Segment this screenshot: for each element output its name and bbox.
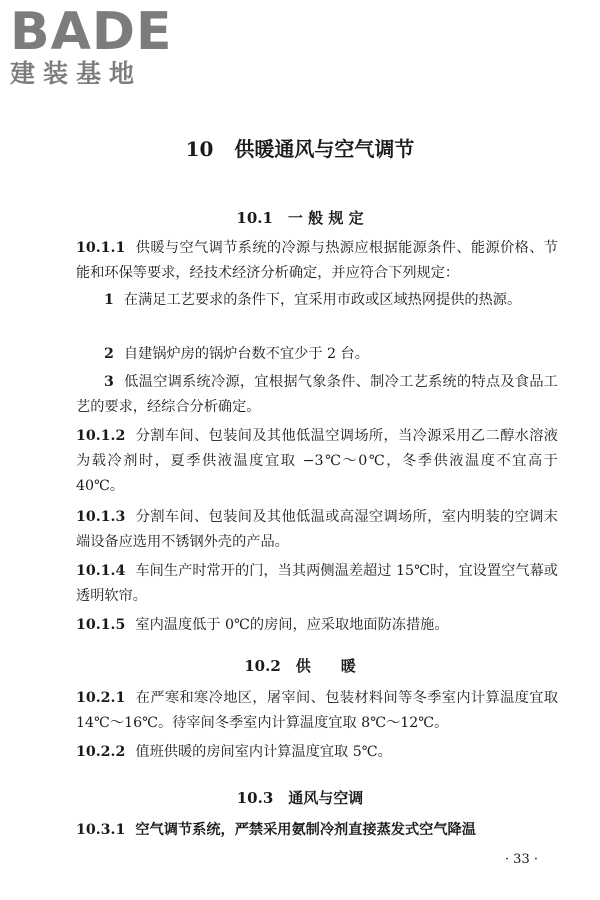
clause-text: 在严寒和寒冷地区，屠宰间、包装材料间等冬季室内计算温度宜取 14℃～16℃。待宰间冬季室内计算温度宜取 8℃～12℃。 [76,690,558,731]
item-number: 2 [104,346,114,362]
clause-text: 室内温度低于 0℃的房间，应采取地面防冻措施。 [135,617,449,633]
clause-text: 车间生产时常开的门，当其两侧温差超过 15℃时，宜设置空气幕或透明软帘。 [76,563,558,604]
clause-number: 10.1.1 [76,240,126,256]
clause-number: 10.1.4 [76,563,126,579]
clause-number: 10.1.3 [76,509,126,525]
clause-number: 10.1.2 [76,428,126,444]
clause-number: 10.1.5 [76,617,126,633]
clause-10-1-4 [76,559,558,609]
logo-subtitle: 建装基地 [10,59,143,88]
clause-number: 10.2.1 [76,690,126,706]
chapter-number: 10 [185,137,214,161]
item-text: 在满足工艺要求的条件下，宜采用市政或区域热网提供的热源。 [123,292,522,308]
clause-text: 值班供暖的房间室内计算温度宜取 5℃。 [135,744,392,760]
clause-number: 10.2.2 [76,744,126,760]
chapter-heading: 供暖通风与空气调节 [234,137,415,161]
page-number: · 33 · [504,852,538,867]
item-3 [76,370,558,420]
bade-logo [10,4,173,88]
item-number: 3 [104,374,114,390]
clause-10-3-1 [76,818,558,843]
clause-number: 10.3.1 [76,822,126,838]
clause-text: 分割车间、包装间及其他低温空调场所，当冷源采用乙二醇水溶液为载冷剂时，夏季供液温度宜取 −3℃～0℃，冬季供液温度不宜高于 40℃。 [76,428,558,494]
item-number: 1 [104,292,114,308]
section-title-10-3: 10.3 通风与空调 [236,789,364,807]
clause-10-1-3 [76,505,558,555]
clause-text: 空气调节系统，严禁采用氨制冷剂直接蒸发式空气降温 [135,822,476,838]
item-text: 自建锅炉房的锅炉台数不宜少于 2 台。 [123,346,369,362]
clause-10-1-1 [76,236,558,286]
item-1 [76,288,558,313]
item-2 [76,342,558,367]
clause-10-2-1 [76,686,558,736]
item-text: 低温空调系统冷源，宜根据气象条件、制冷工艺系统的特点及食品工艺的要求，经综合分析确定。 [76,374,558,415]
clause-text: 分割车间、包装间及其他低温或高湿空调场所，室内明装的空调末端设备应选用不锈钢外壳的产品。 [76,509,558,550]
section-title-10-2: 10.2 供 暖 [244,657,356,675]
clause-10-2-2 [76,740,558,765]
clause-10-1-2 [76,424,558,499]
chapter-title [0,133,600,162]
clause-text: 供暖与空气调节系统的冷源与热源应根据能源条件、能源价格、节能和环保等要求，经技术经济分析确定，并应符合下列规定： [76,240,558,281]
logo-wordmark: BADE [10,2,173,62]
section-title-10-1: 10.1 一 般 规 定 [236,209,364,227]
clause-10-1-5 [76,613,558,638]
